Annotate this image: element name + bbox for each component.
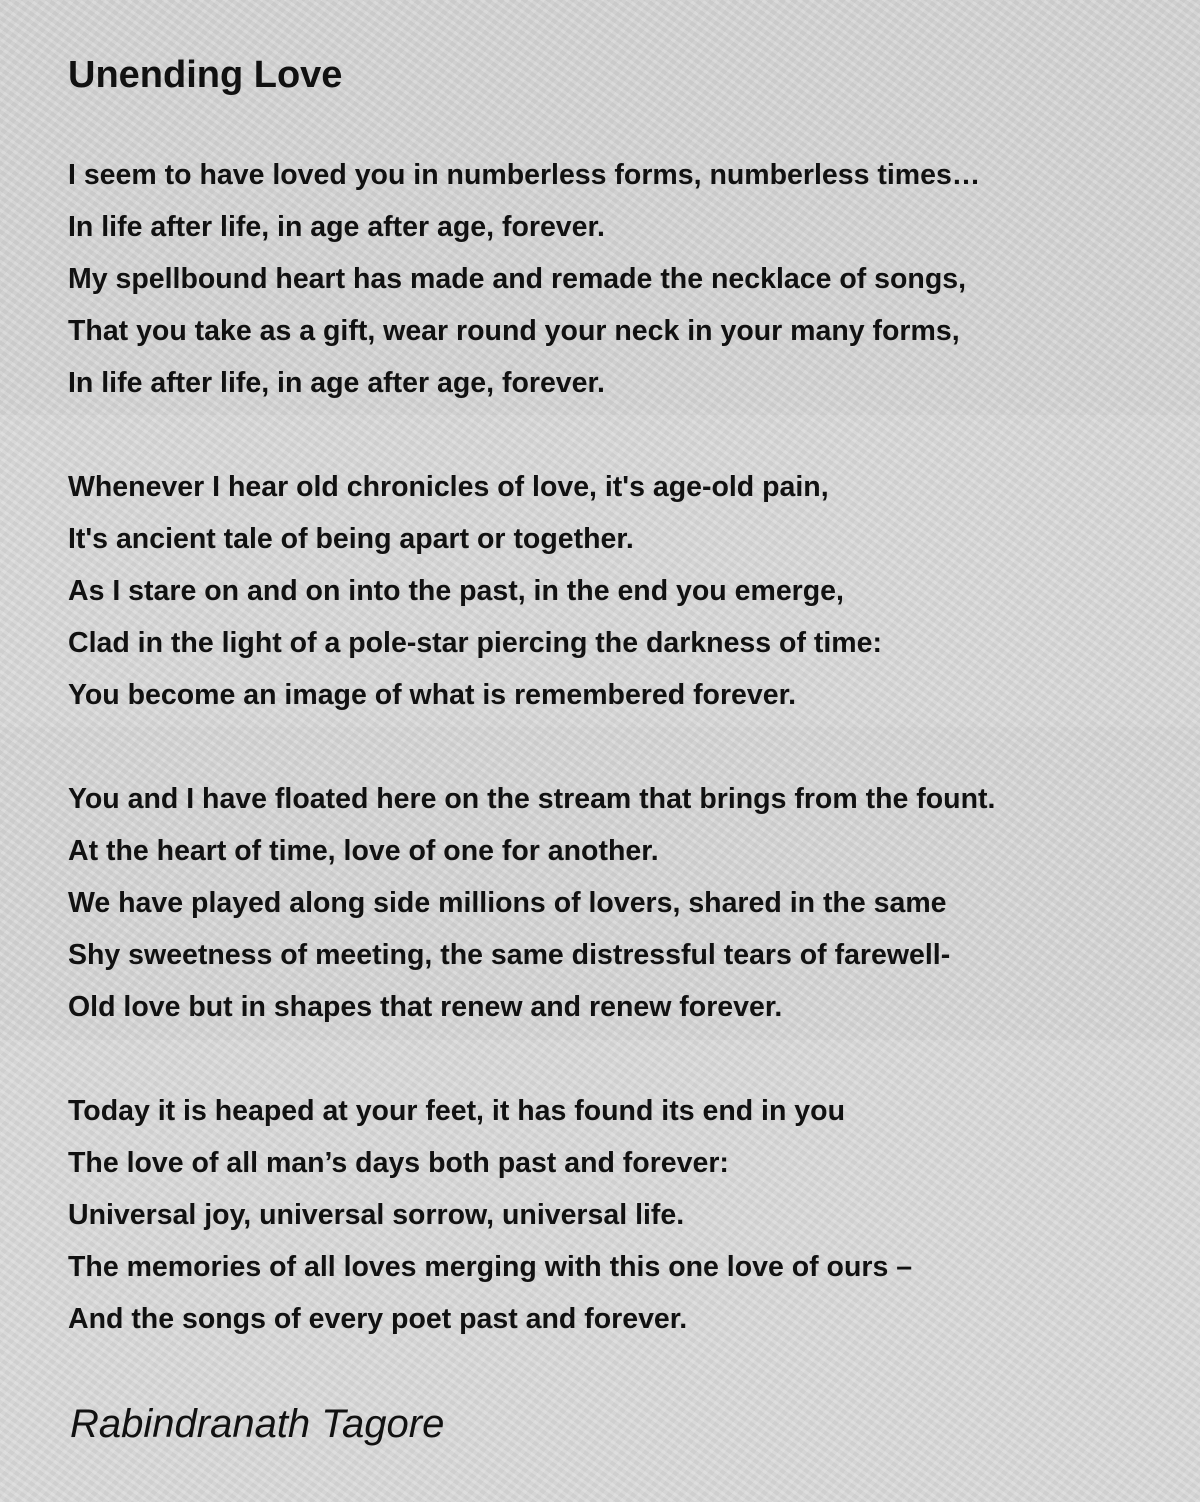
poem-author: Rabindranath Tagore xyxy=(70,1402,445,1446)
stanza xyxy=(68,773,995,1033)
poem-line: The memories of all loves merging with this one love of ours – xyxy=(68,1251,913,1283)
poem-line: The love of all man’s days both past and forever: xyxy=(68,1147,729,1179)
poem-line: That you take as a gift, wear round your neck in your many forms, xyxy=(68,315,960,347)
poem-body xyxy=(68,149,995,1397)
poem-line: It's ancient tale of being apart or together. xyxy=(68,523,634,555)
poem-line: As I stare on and on into the past, in the end you emerge, xyxy=(68,575,844,607)
stanza xyxy=(68,461,995,721)
poem-line: You and I have floated here on the stream that brings from the fount. xyxy=(68,783,996,815)
poem-line: Clad in the light of a pole-star piercing the darkness of time: xyxy=(68,627,882,659)
poem-line: And the songs of every poet past and forever. xyxy=(68,1303,688,1335)
poem-line: In life after life, in age after age, forever. xyxy=(68,367,605,399)
poem-line: My spellbound heart has made and remade the necklace of songs, xyxy=(68,263,967,295)
poem-line: You become an image of what is remembered forever. xyxy=(68,679,797,711)
poem-line: At the heart of time, love of one for another. xyxy=(68,835,659,867)
poem-line: Old love but in shapes that renew and renew forever. xyxy=(68,991,783,1023)
poem-line: Universal joy, universal sorrow, universal life. xyxy=(68,1199,685,1231)
poem-line: Shy sweetness of meeting, the same distressful tears of farewell- xyxy=(68,939,951,971)
poem-title: Unending Love xyxy=(68,54,343,96)
poem-line: In life after life, in age after age, forever. xyxy=(68,211,605,243)
poem-line: We have played along side millions of lovers, shared in the same xyxy=(68,887,947,919)
poem-line: I seem to have loved you in numberless forms, numberless times… xyxy=(68,159,981,191)
stanza xyxy=(68,1085,995,1345)
poem-line: Today it is heaped at your feet, it has found its end in you xyxy=(68,1095,845,1127)
poem-line: Whenever I hear old chronicles of love, it's age-old pain, xyxy=(68,471,829,503)
stanza xyxy=(68,149,995,409)
